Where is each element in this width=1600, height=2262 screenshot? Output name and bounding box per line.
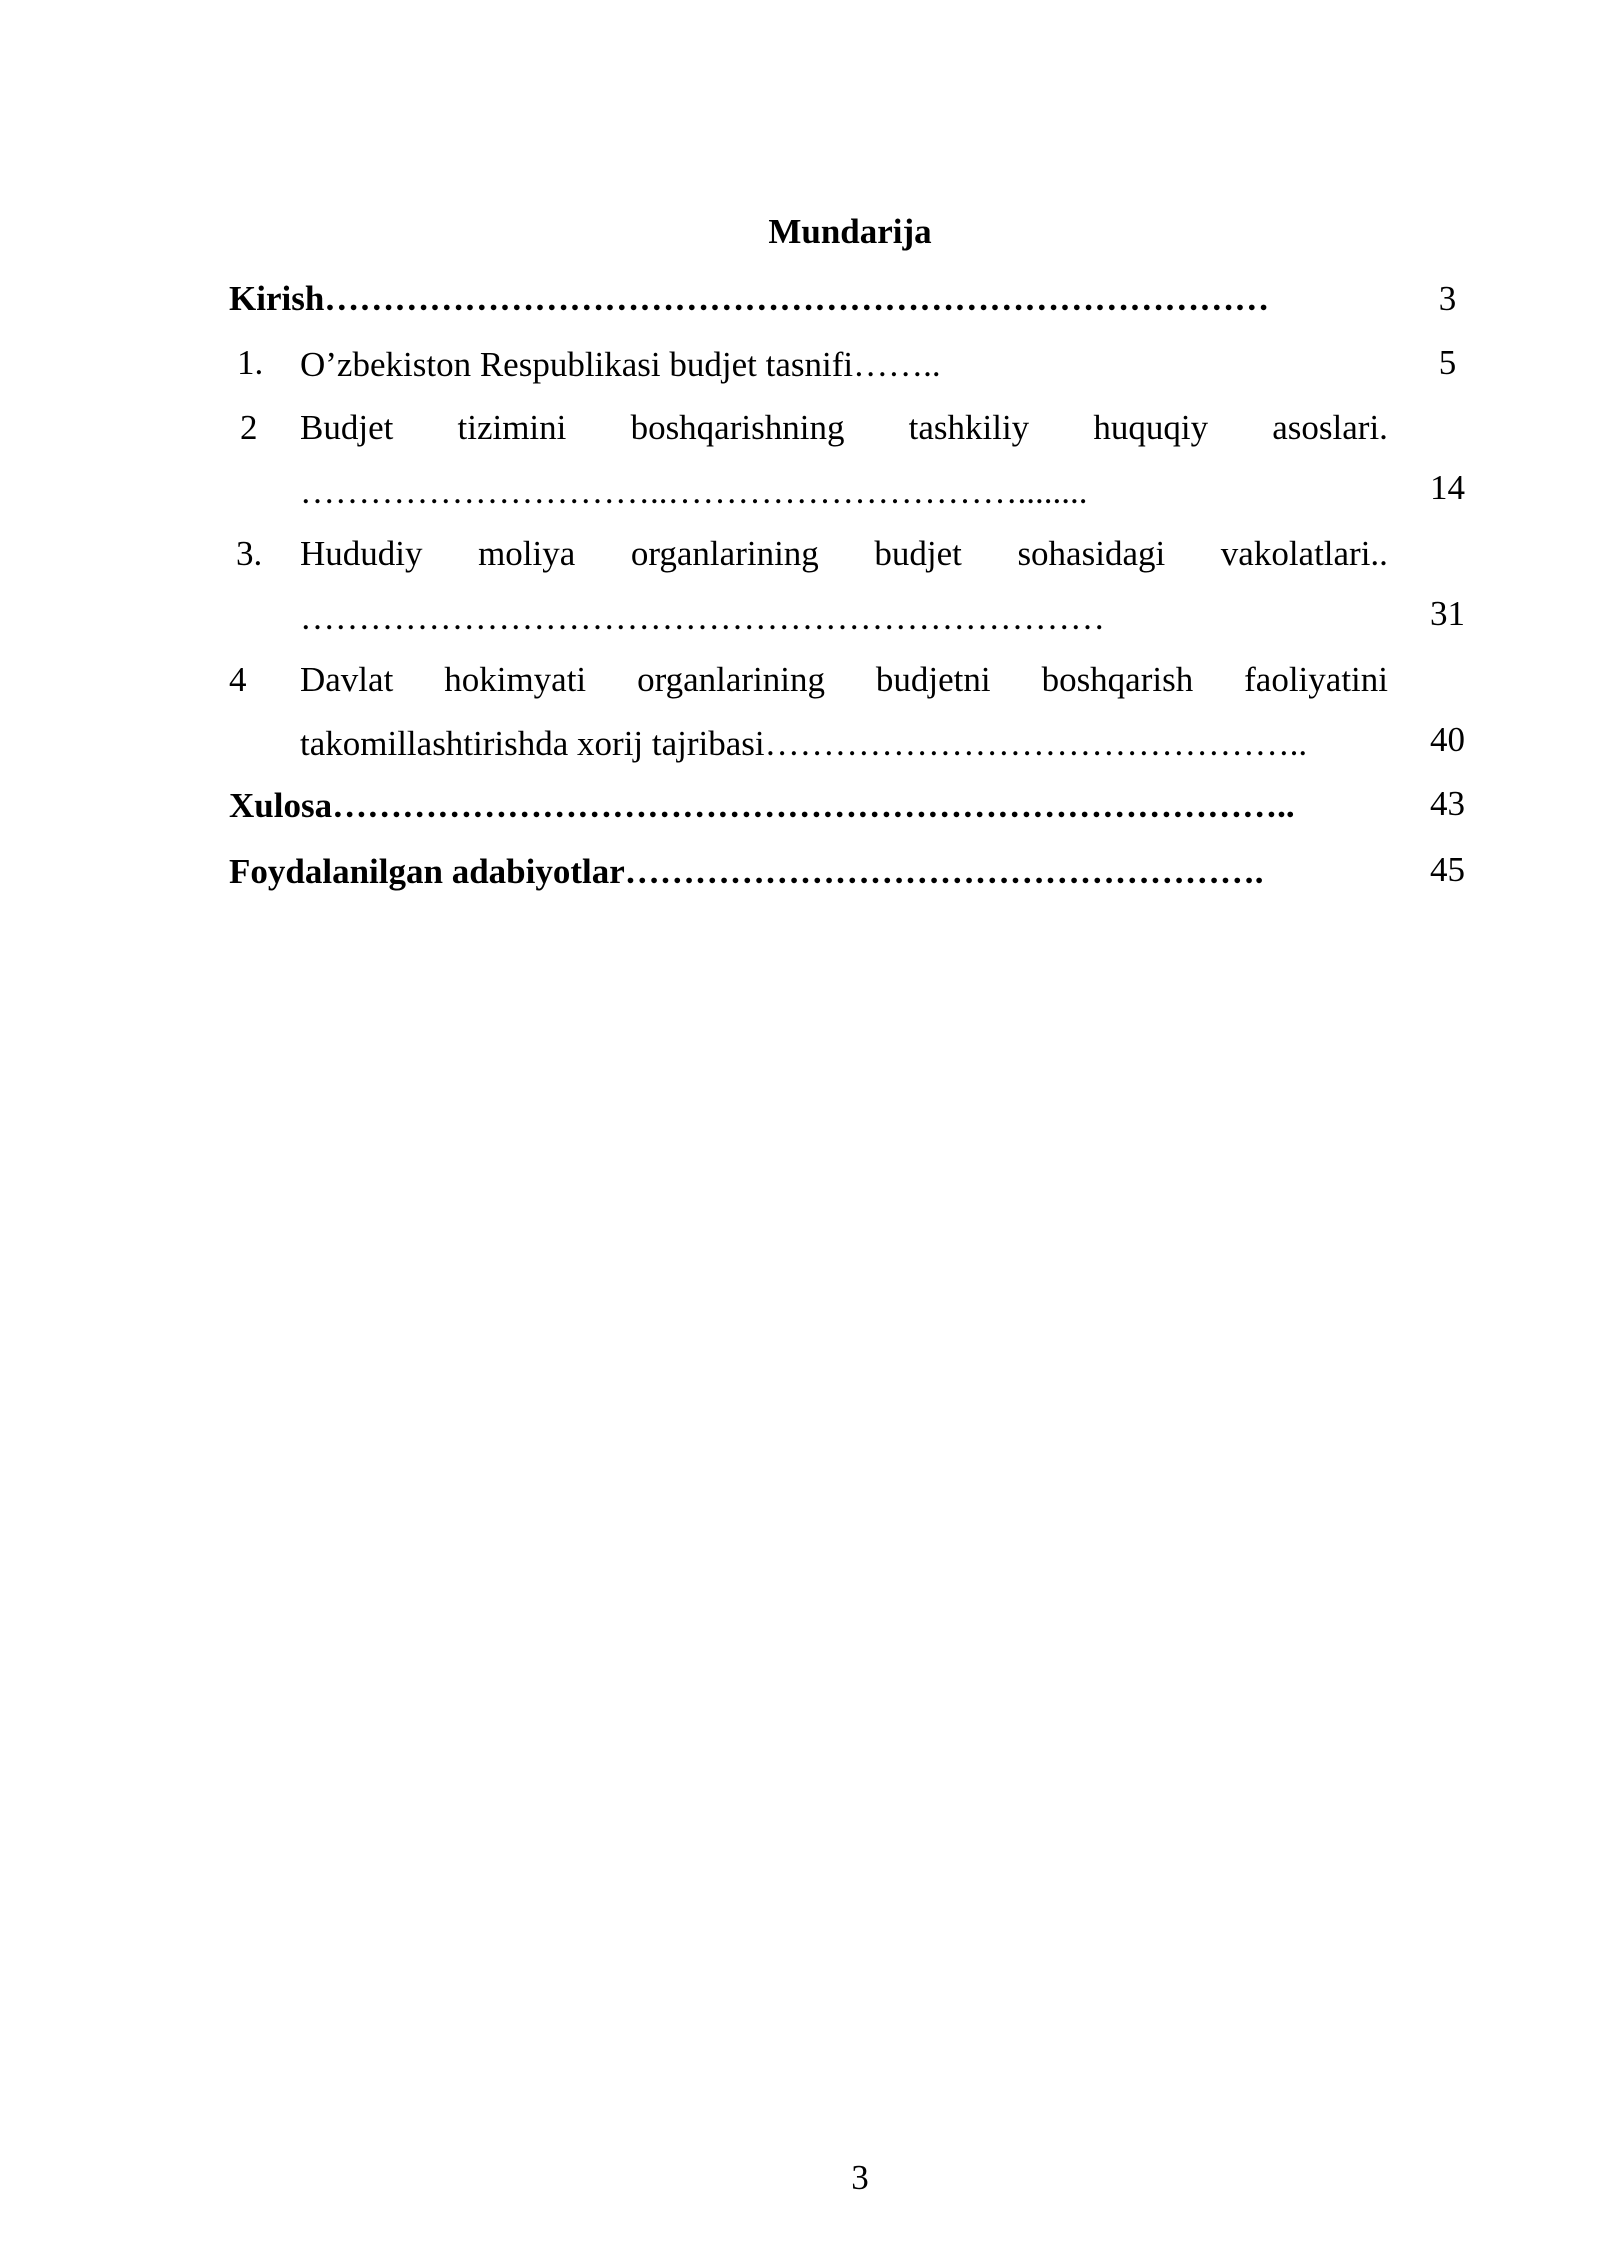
toc-leader-dots: ………………………………………………. <box>624 852 1264 891</box>
toc-word: boshqarish <box>1041 660 1194 699</box>
toc-word: Davlat <box>300 660 394 699</box>
toc-word: sohasidagi <box>1017 534 1166 573</box>
toc-word: tizimini <box>457 408 567 447</box>
toc-entry-label: Xulosa <box>229 786 333 825</box>
toc-word: organlarining <box>637 660 825 699</box>
toc-entry-3 <box>300 530 1388 578</box>
toc-word: organlarining <box>630 534 819 573</box>
toc-entry-number: 3. <box>236 534 263 573</box>
toc-word: boshqarishning <box>630 408 845 447</box>
toc-word: faoliyatini <box>1244 660 1388 699</box>
toc-word: tashkiliy <box>908 408 1030 447</box>
toc-entry-adabiyotlar <box>229 848 1264 896</box>
page-number-footer: 3 <box>851 2158 869 2197</box>
toc-entry-kirish <box>229 275 1269 323</box>
toc-page-number: 14 <box>1430 468 1465 507</box>
toc-entry-3-continuation: …………………………………………………………… <box>300 598 1105 637</box>
toc-page-number: 43 <box>1430 784 1465 823</box>
toc-word: huquqiy <box>1093 408 1209 447</box>
toc-page-number: 3 <box>1438 279 1457 318</box>
toc-leader-dots: ……………………………………………………………………….. <box>332 786 1295 825</box>
toc-word: Hududiy <box>300 534 423 573</box>
toc-entry-number: 2 <box>240 408 258 447</box>
toc-page-number: 31 <box>1430 594 1465 633</box>
toc-entry-xulosa <box>229 782 1295 830</box>
toc-entry-1: O’zbekiston Respublikasi budjet tasnifi…….. <box>300 345 941 384</box>
toc-entry-4-continuation: takomillashtirishda xorij tajribasi……………………………………….. <box>300 724 1308 763</box>
toc-entry-2 <box>300 404 1388 452</box>
toc-entry-label: Foydalanilgan adabiyotlar <box>229 852 625 891</box>
toc-leader-dots: ……………………………………………………………………… <box>324 279 1270 318</box>
toc-entry-2-continuation: …………………………..…………………………........ <box>300 472 1088 511</box>
toc-page-number: 45 <box>1430 850 1465 889</box>
toc-word: vakolatlari.. <box>1220 534 1388 573</box>
toc-entry-number: 1. <box>237 343 264 382</box>
toc-page-number: 5 <box>1438 343 1457 382</box>
toc-page-number: 40 <box>1430 720 1465 759</box>
toc-word: asoslari. <box>1272 408 1388 447</box>
toc-title: Mundarija <box>768 212 932 251</box>
toc-entry-label: Kirish <box>229 279 325 318</box>
toc-word: hokimyati <box>444 660 587 699</box>
toc-word: budjetni <box>875 660 991 699</box>
toc-word: Budjet <box>300 408 394 447</box>
toc-entry-4 <box>300 656 1388 704</box>
toc-word: moliya <box>478 534 576 573</box>
toc-entry-number: 4 <box>229 660 247 699</box>
toc-word: budjet <box>874 534 962 573</box>
